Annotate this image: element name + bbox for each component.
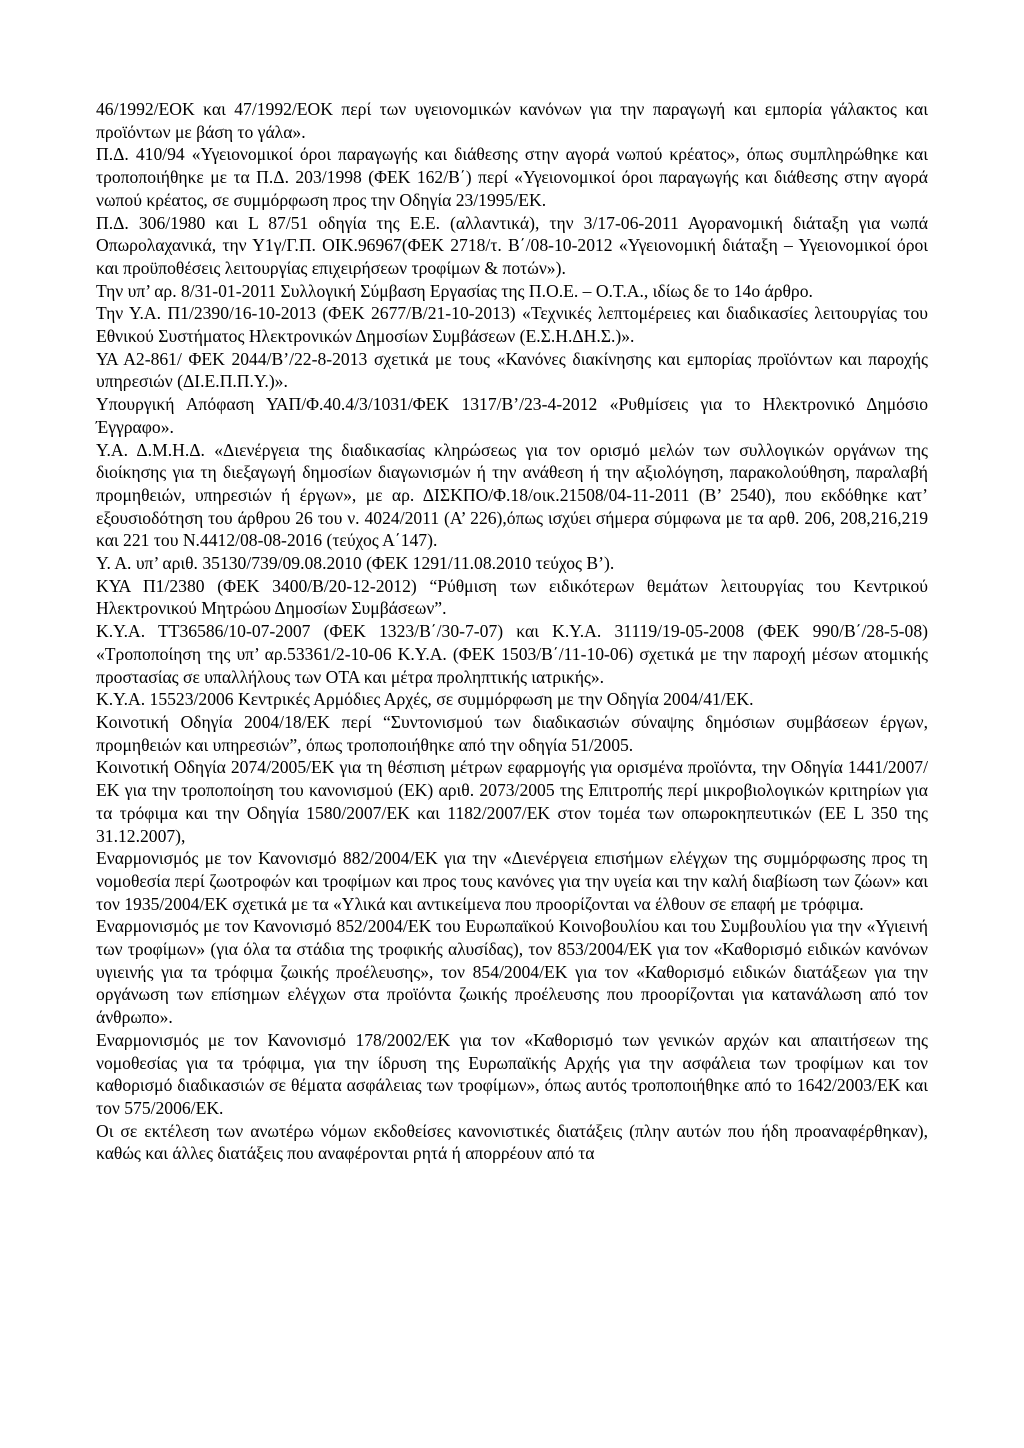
paragraph-collective-agreement: Την υπ’ αρ. 8/31-01-2011 Συλλογική Σύμβαση Εργασίας της Π.Ο.Ε. – Ο.Τ.Α., ιδίως δε το 14ο άρθρο. <box>96 280 813 301</box>
paragraph-kya-15523: Κ.Υ.Α. 15523/2006 Κεντρικές Αρμόδιες Αρχές, σε συμμόρφωση με την Οδηγία 2004/41/ΕΚ. <box>96 689 754 710</box>
paragraph-milk-directives: 46/1992/ΕΟΚ και 47/1992/ΕΟΚ περί των υγειονομικών κανόνων για την παραγωγή και εμπορία γάλακτος και προϊόντων με βάση το γάλα». <box>96 99 928 142</box>
paragraph-ya-a2-861: ΥΑ Α2-861/ ΦΕΚ 2044/Β’/22-8-2013 σχετικά με τους «Κανόνες διακίνησης και εμπορίας προϊόντων και παροχής υπηρεσιών (ΔΙ.Ε.Π.Π.Υ.)». <box>96 348 928 392</box>
paragraph-directive-2074-2005: Κοινοτική Οδηγία 2074/2005/ΕΚ για τη θέσπιση μέτρων εφαρμογής για ορισμένα προϊόντα, την Οδηγία 1441/2007/ΕΚ για την τροποποίηση του κανονισμού (ΕΚ) αριθ. 2073/2005 της Επιτροπής περί μικροβιολογικών κριτηρίων για τα τρόφιμα και την Οδηγία 1580/2007/ΕΚ και 1182/2007/ΕΚ στον τομέα των οπωροκηπευτικών (ΕΕ L 350 της 31.12.2007), <box>96 757 928 846</box>
paragraph-draw-procedure: Υ.Α. Δ.Μ.Η.Δ. «Διενέργεια της διαδικασίας κληρώσεως για τον ορισμό μελών των συλλογικών οργάνων της διοίκησης για τη διεξαγωγή δημοσίων διαγωνισμών ή την ανάθεση ή την αξιολόγηση, παρακολούθηση, παραλαβή προμηθειών, υπηρεσιών ή έργων», με αρ. ΔΙΣΚΠΟ/Φ.18/οικ.21508/04-11-2011 (Β’ 2540), που εκδόθηκε κατ’ εξουσιοδότηση του άρθρου 26 του ν. 4024/2011 (Α’ 226),όπως ισχύει σήμερα σύμφωνα με τα αρθ. 206, 208,216,219 και 221 του Ν.4412/08-08-2016 (τεύχος Α΄147). <box>96 439 928 551</box>
paragraph-kya-p1-2380: ΚΥΑ Π1/2380 (ΦΕΚ 3400/Β/20-12-2012) “Ρύθμιση των ειδικότερων θεμάτων λειτουργίας του Κεντρικού Ηλεκτρονικού Μητρώου Δημοσίων Συμβάσεων”. <box>96 575 928 619</box>
paragraph-ya-35130: Υ. Α. υπ’ αριθ. 35130/739/09.08.2010 (ΦΕΚ 1291/11.08.2010 τεύχος Β’). <box>96 553 615 574</box>
paragraph-directive-2004-18: Κοινοτική Οδηγία 2004/18/ΕΚ περί “Συντονισμού των διαδικασιών σύναψης δημόσιων συμβάσεων έργων, προμηθειών και υπηρεσιών”, όπως τροποποιήθηκε από την οδηγία 51/2005. <box>96 711 928 755</box>
paragraph-electronic-document: Υπουργική Απόφαση ΥΑΠ/Φ.40.4/3/1031/ΦΕΚ 1317/Β’/23-4-2012 «Ρυθμίσεις για το Ηλεκτρονικό Δημόσιο Έγγραφο». <box>96 394 928 437</box>
paragraph-regulatory-provisions: Οι σε εκτέλεση των ανωτέρω νόμων εκδοθείσες κανονιστικές διατάξεις (πλην αυτών που ήδη προαναφέρθηκαν), καθώς και άλλες διατάξεις που αναφέρονται ρητά ή απορρέουν από τα <box>96 1120 928 1164</box>
paragraph-regulation-882-2004: Εναρμονισμός με τον Κανονισμό 882/2004/ΕΚ για την «Διενέργεια επισήμων ελέγχων της συμμόρφωσης προς τη νομοθεσία περί ζωοτροφών και τροφίμων και προς τους κανόνες για την υγεία και την καλή διαβίωση των ζώων» και τον 1935/2004/ΕΚ σχετικά με τα «Υλικά και αντικείμενα που προορίζονται να έλθουν σε επαφή με τρόφιμα. <box>96 848 928 914</box>
paragraph-regulation-852-2004: Εναρμονισμός με τον Κανονισμό 852/2004/ΕΚ του Ευρωπαϊκού Κοινοβουλίου και του Συμβουλίου για την «Υγιεινή των τροφίμων» (για όλα τα στάδια της τροφικής αλυσίδας), τον 853/2004/ΕΚ για τον «Καθορισμό ειδικών κανόνων υγιεινής για τα τρόφιμα ζωικής προέλευσης», τον 854/2004/ΕΚ για τον «Καθορισμό ειδικών διατάξεων για την οργάνωση των επίσημων ελέγχων στα προϊόντα ζωικής προέλευσης που προορίζονται για κατανάλωση από τον άνθρωπο». <box>96 916 928 1028</box>
paragraph-pd-306-1980: Π.Δ. 306/1980 και L 87/51 οδηγία της Ε.Ε. (αλλαντικά), την 3/17-06-2011 Αγορανομική διάταξη για νωπά Οπωρολαχανικά, την Υ1γ/Γ.Π. ΟΙΚ.96967(ΦΕΚ 2718/τ. Β΄/08-10-2012 «Υγειονομική διάταξη – Υγειονομικοί όροι και προϋποθέσεις λειτουργίας επιχειρήσεων τροφίμων & ποτών»). <box>96 212 928 278</box>
paragraph-regulation-178-2002: Εναρμονισμός με τον Κανονισμό 178/2002/ΕΚ για τον «Καθορισμό των γενικών αρχών και απαιτήσεων της νομοθεσίας για τα τρόφιμα, για την ίδρυση της Ευρωπαϊκής Αρχής για την ασφάλεια των τροφίμων και τον καθορισμό διαδικασιών σε θέματα ασφάλειας των τροφίμων», όπως αυτός τροποποιήθηκε από το 1642/2003/ΕΚ και τον 575/2006/ΕΚ. <box>96 1029 928 1118</box>
paragraph-esidis: Την Υ.Α. Π1/2390/16-10-2013 (ΦΕΚ 2677/Β/21-10-2013) «Τεχνικές λεπτομέρειες και διαδικασίες λειτουργίας του Εθνικού Συστήματος Ηλεκτρονικών Δημοσίων Συμβάσεων (Ε.Σ.Η.ΔΗ.Σ.)». <box>96 303 928 347</box>
paragraph-pd-410-94: Π.Δ. 410/94 «Υγειονομικοί όροι παραγωγής και διάθεσης στην αγορά νωπού κρέατος», όπως συμπληρώθηκε και τροποποιήθηκε με τα Π.Δ. 203/1998 (ΦΕΚ 162/Β΄) περί «Υγειονομικοί όροι παραγωγής και διάθεσης στην αγορά νωπού κρέατος, σε συμμόρφωση προς την Οδηγία 23/1995/ΕΚ. <box>96 144 928 210</box>
paragraph-kya-protective-equipment: Κ.Υ.Α. ΤΤ36586/10-07-2007 (ΦΕΚ 1323/Β΄/30-7-07) και Κ.Υ.Α. 31119/19-05-2008 (ΦΕΚ 990/Β΄/28-5-08) «Τροποποίηση της υπ’ αρ.53361/2-10-06 Κ.Υ.Α. (ΦΕΚ 1503/Β΄/11-10-06) σχετικά με την παροχή μέσων ατομικής προστασίας σε υπαλλήλους των ΟΤΑ και μέτρα προληπτικής ιατρικής». <box>96 621 928 687</box>
document-page <box>96 98 928 1165</box>
